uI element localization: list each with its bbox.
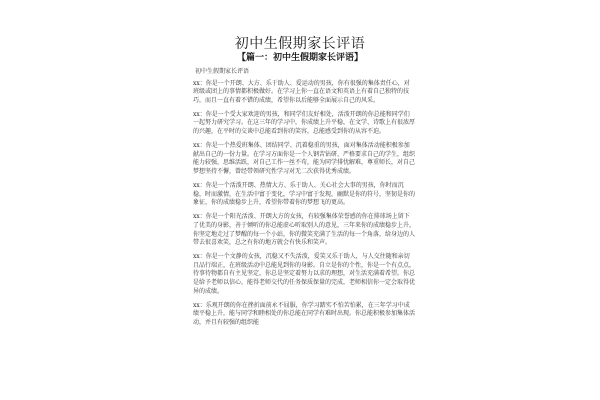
document-title: 初中生假期家长评语 [234, 36, 366, 52]
comment-paragraph-6: xx：你是一个文静的女孩，沉稳又不失活泼，爱笑又乐于助人，与人交往随和亲切且品行端正，在班级活动中总能见到你的身影。自立是你的个性，你是一个有点点，待事待物都自有主见坚定，你总是坚定着努力以求的理想，对生活充满着希望。你总是给予老师以信心，能得老师交代的任务保质保量的完成，老师相信你一定会取得优异的成绩。 [193, 253, 416, 295]
comment-paragraph-7: xx：乐观开朗的你在挫折面前永不屈服，你学习踏实不怕苦怕累，在三年学习中成绩平稳上升，能与同学和睦相处的你总能在同学有难时出现。你总能积极参加集体活动，并且有较强的组织能 [193, 301, 416, 326]
section-heading: 初中生假期家长评语 [195, 68, 250, 75]
comment-paragraph-4: xx：你是一个活泼开朗、热情大方、乐于助人、关心社会大事的男孩，你时而沉稳，时而激情，在生活中富于变化，学习中富于发现，幽默是你的符号，坚韧是你的象征，你的成绩稳步上升，希望你带着你的梦想飞的更高。 [193, 182, 416, 207]
comment-paragraph-2: xx：你是一个受大家欢迎的男孩，和同学们友好相处，活泼开朗的你总能和同学们一起努力研究学习。在这三年的学习中，你成绩上升平稳，在文学、诗歌上有很浓厚的兴趣，在平时的交谈中总能看到你的笑容，总能感受到你的从容不迫。 [193, 110, 416, 136]
document-body [193, 68, 415, 327]
document-subtitle: 【篇一：初中生假期家长评语】 [236, 53, 363, 63]
comment-paragraph-1: xx：你是一个开朗、大方、乐于助人、爱运动的男孩，你有很强的集体责任心，对班级或团上的事情都积极做好。在学习上你一直在语文和英语上有着自己独特的技巧，而且一直有着不错的成绩，希望你以后能够全面展示自己的风采。 [193, 79, 410, 104]
comment-paragraph-3: xx：你是一个热爱班集体、团结同学、沉着稳重的男孩，面对集体活动能积极参加献出自己的一份力量。在学习方面你是一个人钢苦钻研、严格要求自己的学生，组织能力较强，思维活跃，对自己工作一丝不苟，能为同学排忧解难，尊重师长，对自己梦想坚持不懈，曾经带领研究性学习对无二次获得优秀成绩。 [193, 142, 416, 175]
comment-paragraph-5: xx：你是一个阳光活泼、开朗大方的女孩，有较强集体荣誉感的你在排球场上留下了优美的身影，善于倾听的你总能虚心听取别人的意见，三年来你的成绩稳步上升，你坚定地走过了梦醒的每一个小站，你的微笑充满了生活的每一个角落，给身边的人带去很喜欢笑，总之有你的地方就会有快乐和笑声。 [193, 213, 416, 247]
